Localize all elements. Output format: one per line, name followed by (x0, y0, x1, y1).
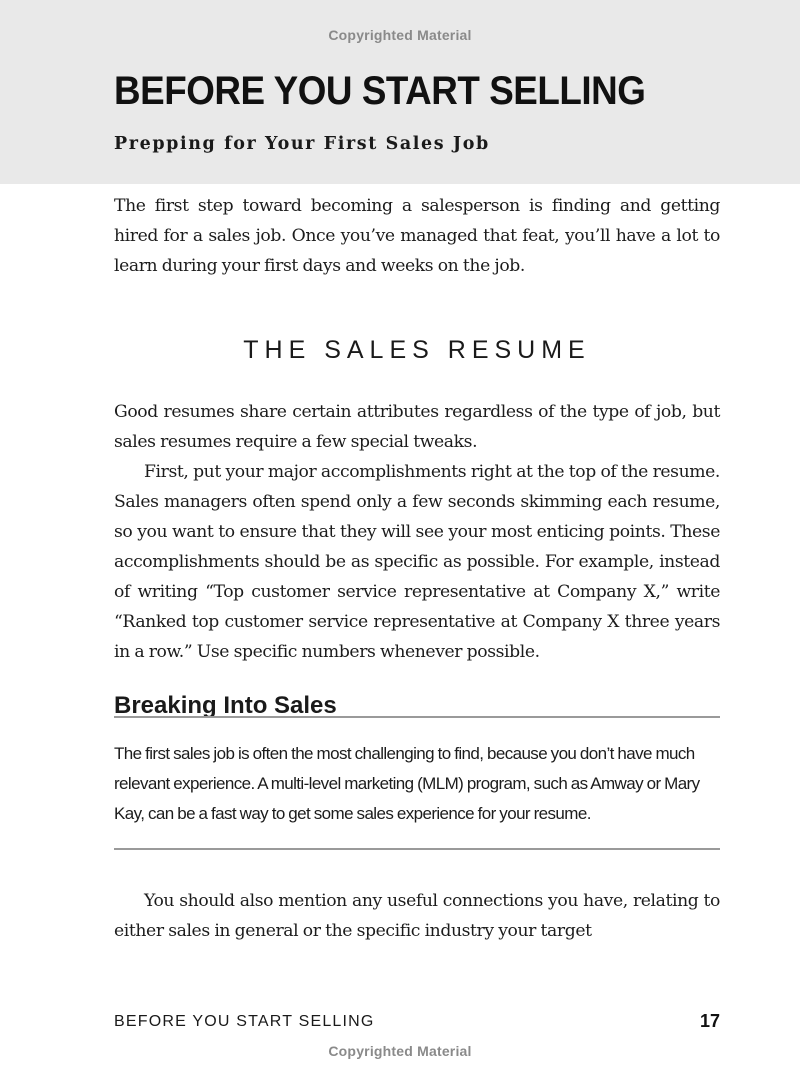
body-paragraph: First, put your major accomplishments right at the top of the resume. Sales managers often spend only a few seconds skimming each resume, so you want to ensure that they will see your most enticing points. These accomplishments should be as specific as possible. For example, instead of writing “Top customer service representative at Company X,” write “Ranked top customer service representative at Company X three years in a row.” Use specific numbers whenever possible. (114, 462, 720, 662)
intro-paragraph: The first step toward becoming a salesperson is finding and getting hired for a sales job. Once you’ve managed that feat, you’ll have a lot to learn during your first days and weeks on the job. (114, 196, 720, 276)
page-number: 17 (699, 1011, 720, 1031)
running-head: BEFORE YOU START SELLING (114, 1013, 375, 1030)
chapter-title: BEFORE YOU START SELLING (114, 69, 646, 113)
section-heading: THE SALES RESUME (243, 336, 591, 364)
chapter-subtitle: Prepping for Your First Sales Job (114, 134, 490, 154)
body-paragraph: Good resumes share certain attributes regardless of the type of job, but sales resumes require a few special tweaks. (114, 402, 720, 452)
copyright-watermark-top: Copyrighted Material (328, 27, 472, 43)
sidebar-rule-bottom (114, 848, 720, 850)
body-paragraph-continued: You should also mention any useful connections you have, relating to either sales in general or the specific industry your target (114, 891, 720, 941)
copyright-watermark-bottom: Copyrighted Material (328, 1043, 472, 1059)
sidebar-text: The first sales job is often the most challenging to find, because you don’t have much relevant experience. A multi-level marketing (MLM) program, such as Amway or Mary Kay, can be a fast way to get some sales experience for your resume. (114, 744, 700, 823)
sidebar-rule-top (114, 716, 720, 718)
sidebar-heading: Breaking Into Sales (114, 692, 337, 719)
